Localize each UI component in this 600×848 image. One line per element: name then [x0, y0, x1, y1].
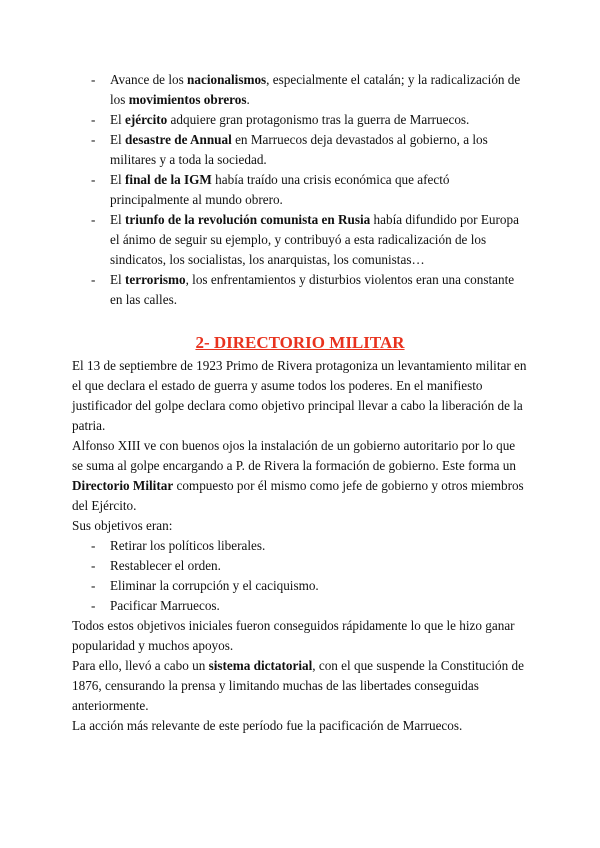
list-item: - Retirar los políticos liberales. — [110, 536, 528, 556]
list-item: - Avance de los nacionalismos, especialmente el catalán; y la radicalización de los movimientos obreros. — [110, 70, 528, 110]
objectives-list — [72, 536, 528, 616]
list-item: - Restablecer el orden. — [110, 556, 528, 576]
paragraph-morocco: La acción más relevante de este período fue la pacificación de Marruecos. — [72, 718, 463, 733]
paragraph-directorio: Alfonso XIII ve con buenos ojos la instalación de un gobierno autoritario por lo que se suma al golpe encargando a P. de Rivera la formación de gobierno. Este forma un Directorio Militar compuesto por él mismo como jefe de gobierno y otros miembros del Ejército. — [72, 438, 524, 513]
paragraph-objectives-result: Todos estos objetivos iniciales fueron conseguidos rápidamente lo que le hizo ganar popularidad y muchos apoyos. — [72, 618, 515, 653]
causes-list — [72, 70, 528, 310]
list-item: - El terrorismo, los enfrentamientos y disturbios violentos eran una constante en las calles. — [110, 270, 528, 310]
section-heading: 2- DIRECTORIO MILITAR — [195, 333, 405, 352]
list-item: - El final de la IGM había traído una crisis económica que afectó principalmente al mundo obrero. — [110, 170, 528, 210]
list-item: - El desastre de Annual en Marruecos deja devastados al gobierno, a los militares y a toda la sociedad. — [110, 130, 528, 170]
list-item: - Eliminar la corrupción y el caciquismo. — [110, 576, 528, 596]
list-item: - El ejército adquiere gran protagonismo tras la guerra de Marruecos. — [110, 110, 528, 130]
objectives-intro: Sus objetivos eran: — [72, 518, 173, 533]
list-item: - Pacificar Marruecos. — [110, 596, 528, 616]
list-item: - El triunfo de la revolución comunista en Rusia había difundido por Europa el ánimo de seguir su ejemplo, y contribuyó a esta radicalización de los sindicatos, los socialistas, los anarquistas, los comunistas… — [110, 210, 528, 270]
paragraph-coup: El 13 de septiembre de 1923 Primo de Rivera protagoniza un levantamiento militar en el que declara el estado de guerra y asume todos los poderes. En el manifiesto justificador del golpe declara como objetivo principal llevar a cabo la liberación de la patria. — [72, 358, 527, 433]
paragraph-dictatorship: Para ello, llevó a cabo un sistema dictatorial, con el que suspende la Constitución de 1876, censurando la prensa y limitando muchas de las libertades conseguidas anteriormente. — [72, 658, 524, 713]
